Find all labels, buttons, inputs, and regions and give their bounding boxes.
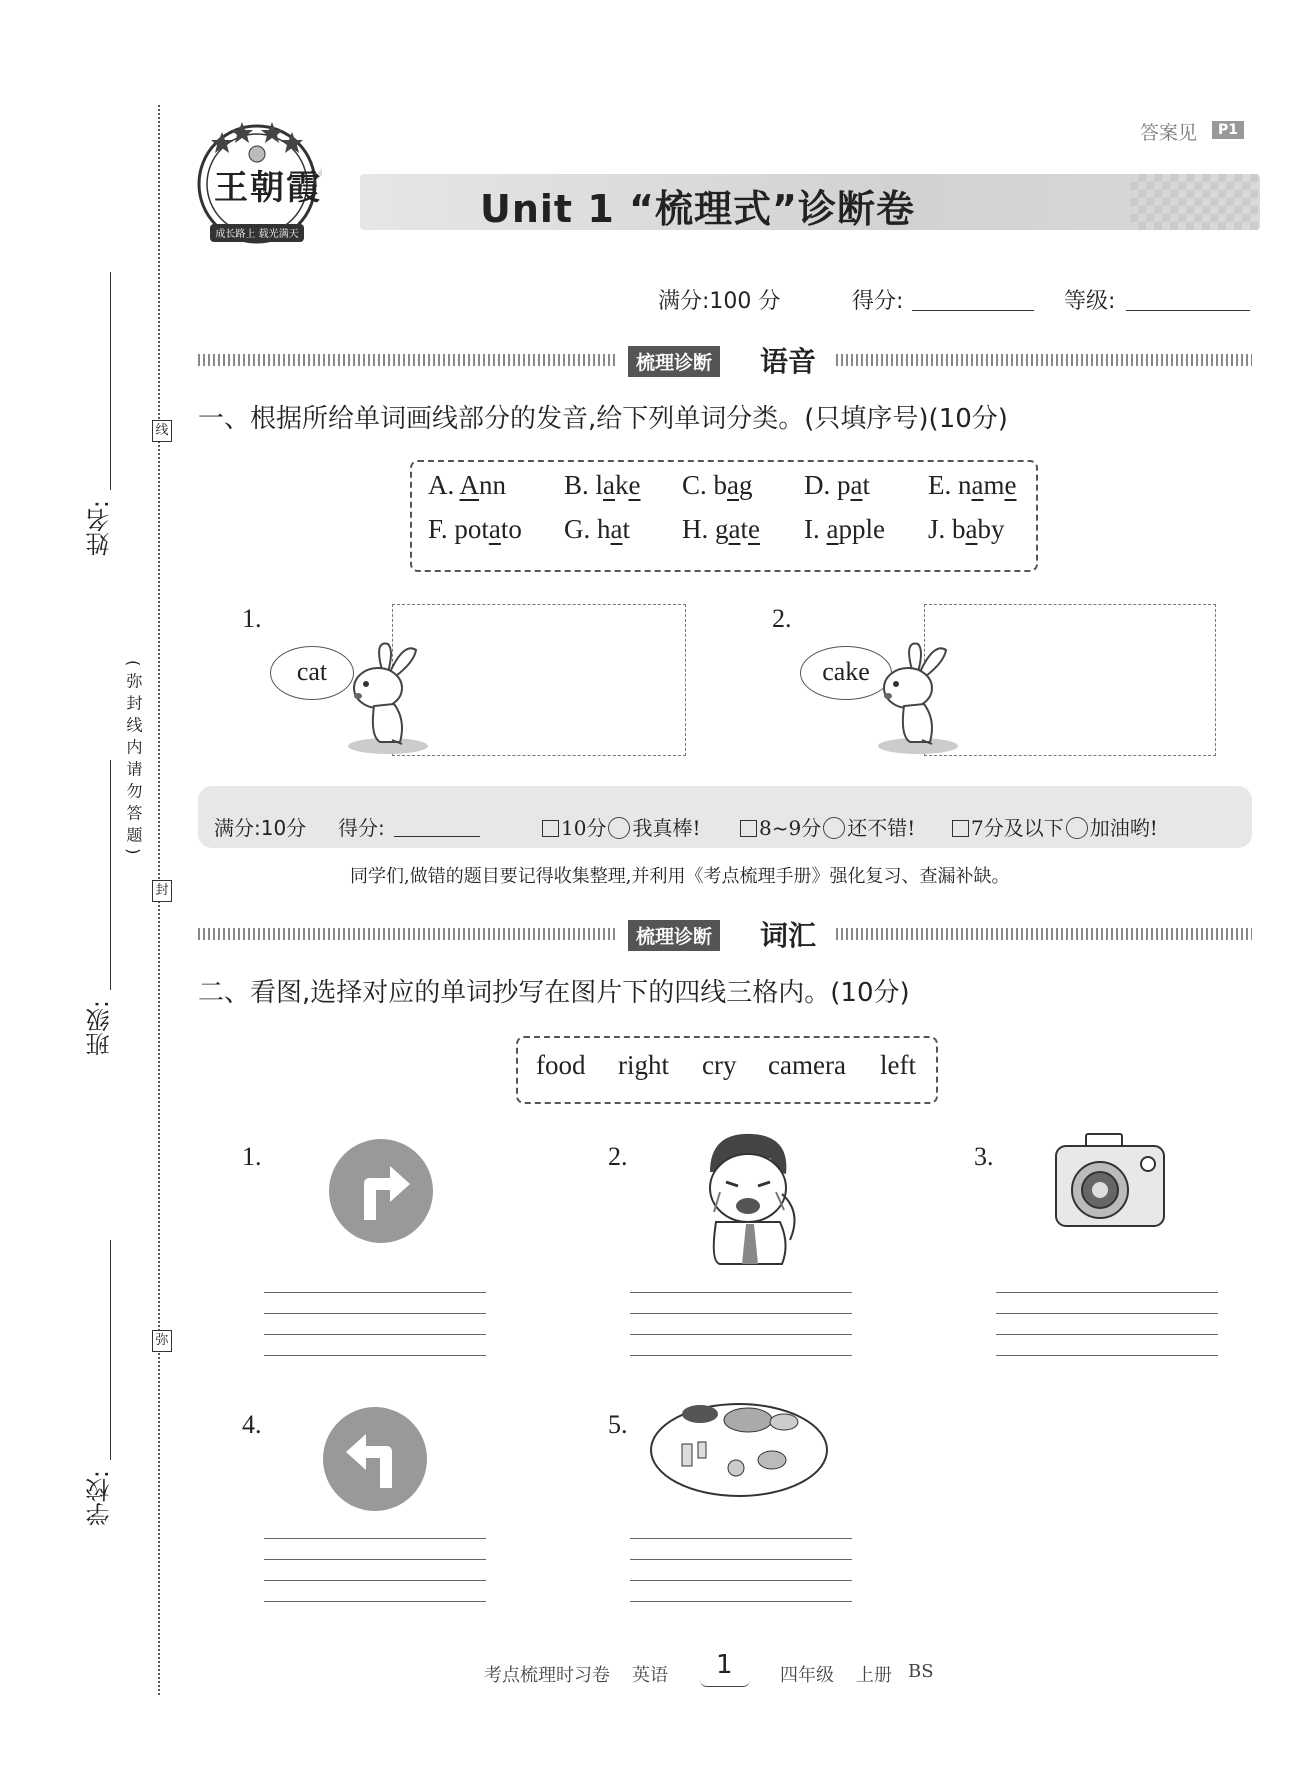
rating-option-1-text: 我真棒!: [632, 816, 701, 840]
section1-full-score: 满分:10分: [214, 816, 307, 840]
underlined-letter: a: [727, 470, 739, 500]
rabbit-2-icon: [874, 640, 960, 756]
section2-tag: 梳理诊断: [628, 920, 720, 951]
section1-tag: 梳理诊断: [628, 346, 720, 377]
grade-field[interactable]: [1126, 286, 1250, 311]
phonics-answer-box-1[interactable]: [392, 604, 686, 756]
word-part: by: [977, 514, 1005, 544]
self-rating-option-3[interactable]: [952, 812, 1158, 841]
word-part: k: [615, 470, 629, 500]
camera-picture: [1052, 1130, 1172, 1240]
word-part: nn: [479, 470, 507, 500]
phonics-word-h: [682, 514, 760, 545]
school-field[interactable]: [110, 1240, 111, 1460]
phonics-word-e: [928, 470, 1016, 501]
vocab-word-camera: camera: [768, 1050, 846, 1080]
seal-notice: (弥封线内请勿答题): [124, 660, 143, 861]
vocab-item-2-number: 2.: [608, 1142, 628, 1171]
page-title: Unit 1 “梳理式”诊断卷: [480, 187, 915, 231]
svg-text:成长路上 载光满天: 成长路上 载光满天: [215, 229, 299, 240]
underlined-letter: a: [971, 470, 984, 500]
class-label: 班级:: [86, 1000, 114, 1057]
word-part: H. g: [682, 514, 729, 544]
word-part: B. l: [564, 470, 604, 500]
phonics-item-2-number: 2.: [772, 604, 792, 633]
underlined-letter: a: [488, 514, 501, 544]
underlined-letter: e: [1004, 470, 1017, 500]
phonics-bubble-1-word: cat: [296, 657, 328, 686]
footer-series: 考点梳理时习卷: [484, 1665, 610, 1686]
banner-checker-pattern: [1130, 174, 1258, 230]
rating-checkbox-3[interactable]: [952, 820, 969, 837]
word-part: F. pot: [428, 514, 489, 544]
phonics-word-j: [928, 514, 1005, 545]
crying-boy-icon: [690, 1132, 810, 1266]
footer-subject: 英语: [632, 1665, 668, 1686]
full-score: 满分:100 分: [658, 289, 781, 314]
word-part: E. n: [928, 470, 972, 500]
logo-text: 王朝霞: [214, 168, 322, 208]
underlined-letter: e: [748, 514, 760, 544]
phonics-word-b: [564, 470, 640, 501]
underlined-letter: a: [728, 514, 741, 544]
underlined-letter: a: [850, 470, 863, 500]
writing-lines-5[interactable]: [630, 1538, 852, 1600]
word-part: C. b: [682, 470, 728, 500]
food-picture: [648, 1396, 830, 1504]
vocab-word-left: left: [880, 1050, 916, 1080]
word-part: t: [622, 514, 630, 544]
self-rating-option-2[interactable]: [740, 812, 915, 841]
phonics-word-f: [428, 514, 522, 545]
rating-option-3-text: 加油哟!: [1089, 816, 1158, 840]
rating-option-3-score: 7分及以下: [971, 816, 1064, 840]
word-part: G. h: [564, 514, 611, 544]
seal-mark-mi: 弥: [152, 1330, 172, 1352]
vocab-word-right: right: [618, 1050, 669, 1080]
phonics-bubble-2-word: cake: [822, 657, 870, 686]
seal-mark-line: 线: [152, 420, 172, 442]
class-field[interactable]: [110, 760, 111, 990]
writing-lines-3[interactable]: [996, 1292, 1218, 1354]
section2-divider-right: [836, 928, 1252, 940]
word-part: to: [500, 514, 522, 544]
review-tip: 同学们,做错的题目要记得收集整理,并利用《考点梳理手册》强化复习、查漏补缺。: [350, 866, 1010, 887]
school-label: 学校:: [86, 1470, 114, 1527]
word-part: I.: [804, 514, 827, 544]
section1-divider-left: [198, 354, 618, 366]
writing-lines-2[interactable]: [630, 1292, 852, 1354]
self-rating-option-1[interactable]: [542, 812, 701, 841]
underlined-letter: A: [459, 470, 480, 500]
answer-page-badge: P1: [1212, 121, 1244, 139]
name-label: 姓名:: [86, 500, 114, 557]
footer-edition: BS: [908, 1661, 934, 1682]
rating-option-2-text: 还不错!: [847, 816, 916, 840]
phonics-word-c: [682, 470, 753, 501]
score-label: 得分:: [852, 289, 904, 314]
writing-lines-4[interactable]: [264, 1538, 486, 1600]
camera-icon: [1052, 1130, 1172, 1236]
phonics-word-g: [564, 514, 630, 545]
page-number: 1: [716, 1650, 733, 1680]
word-part: D. p: [804, 470, 851, 500]
phonics-word-d: [804, 470, 870, 501]
underlined-letter: a: [826, 514, 839, 544]
word-part: pple: [838, 514, 885, 544]
food-plate-icon: [648, 1396, 830, 1500]
turn-right-sign: [328, 1138, 434, 1248]
word-part: t: [862, 470, 870, 500]
turn-right-sign-icon: [328, 1138, 434, 1244]
word-part: A.: [428, 470, 460, 500]
section1-divider-right: [836, 354, 1252, 366]
phonics-word-i: [804, 514, 885, 545]
section2-divider-left: [198, 928, 618, 940]
vocab-item-5-number: 5.: [608, 1410, 628, 1439]
section1-score-label: 得分:: [338, 816, 385, 840]
question-1: 一、根据所给单词画线部分的发音,给下列单词分类。(只填序号)(10分): [198, 404, 1008, 434]
vocab-item-3-number: 3.: [974, 1142, 994, 1171]
rating-checkbox-2[interactable]: [740, 820, 757, 837]
section1-name: 语音: [760, 345, 817, 378]
rabbit-1-icon: [344, 640, 430, 756]
footer-term: 上册: [856, 1665, 892, 1686]
phonics-answer-box-2[interactable]: [924, 604, 1216, 756]
smile-face-icon: [823, 817, 845, 839]
word-part: g: [739, 470, 753, 500]
question-2: 二、看图,选择对应的单词抄写在图片下的四线三格内。(10分): [198, 978, 910, 1008]
rating-option-1-score: 10分: [561, 816, 607, 840]
phonics-item-1-number: 1.: [242, 604, 262, 633]
seal-mark-seal: 封: [152, 880, 172, 902]
rabbit-icon: [344, 640, 430, 760]
turn-left-sign: [322, 1406, 428, 1516]
crying-boy-picture: [690, 1132, 810, 1270]
rating-checkbox-1[interactable]: [542, 820, 559, 837]
footer-grade: 四年级: [780, 1665, 834, 1686]
answer-reference: 答案见: [1140, 122, 1198, 144]
phonics-bubble-1: [270, 646, 354, 700]
writing-lines-1[interactable]: [264, 1292, 486, 1354]
underlined-letter: a: [610, 514, 623, 544]
page-number-underline: [700, 1680, 750, 1687]
vocab-word-cry: cry: [702, 1050, 737, 1080]
vocab-item-4-number: 4.: [242, 1410, 262, 1439]
word-part: J. b: [928, 514, 966, 544]
phonics-word-a: [428, 470, 506, 501]
underlined-letter: e: [628, 470, 641, 500]
happy-face-icon: [608, 817, 630, 839]
underlined-letter: a: [965, 514, 978, 544]
section1-score-field[interactable]: [394, 814, 480, 837]
rating-option-2-score: 8~9分: [759, 816, 822, 840]
turn-left-sign-icon: [322, 1406, 428, 1512]
score-field[interactable]: [912, 286, 1034, 311]
section2-name: 词汇: [760, 919, 817, 952]
vocab-word-food: food: [536, 1050, 586, 1080]
name-field[interactable]: [110, 272, 111, 490]
word-part: t: [740, 514, 748, 544]
grade-label: 等级:: [1064, 289, 1116, 314]
vocab-item-1-number: 1.: [242, 1142, 262, 1171]
word-part: m: [983, 470, 1005, 500]
underlined-letter: a: [603, 470, 615, 500]
cheer-face-icon: [1066, 817, 1088, 839]
rabbit-icon-2: [874, 640, 960, 760]
